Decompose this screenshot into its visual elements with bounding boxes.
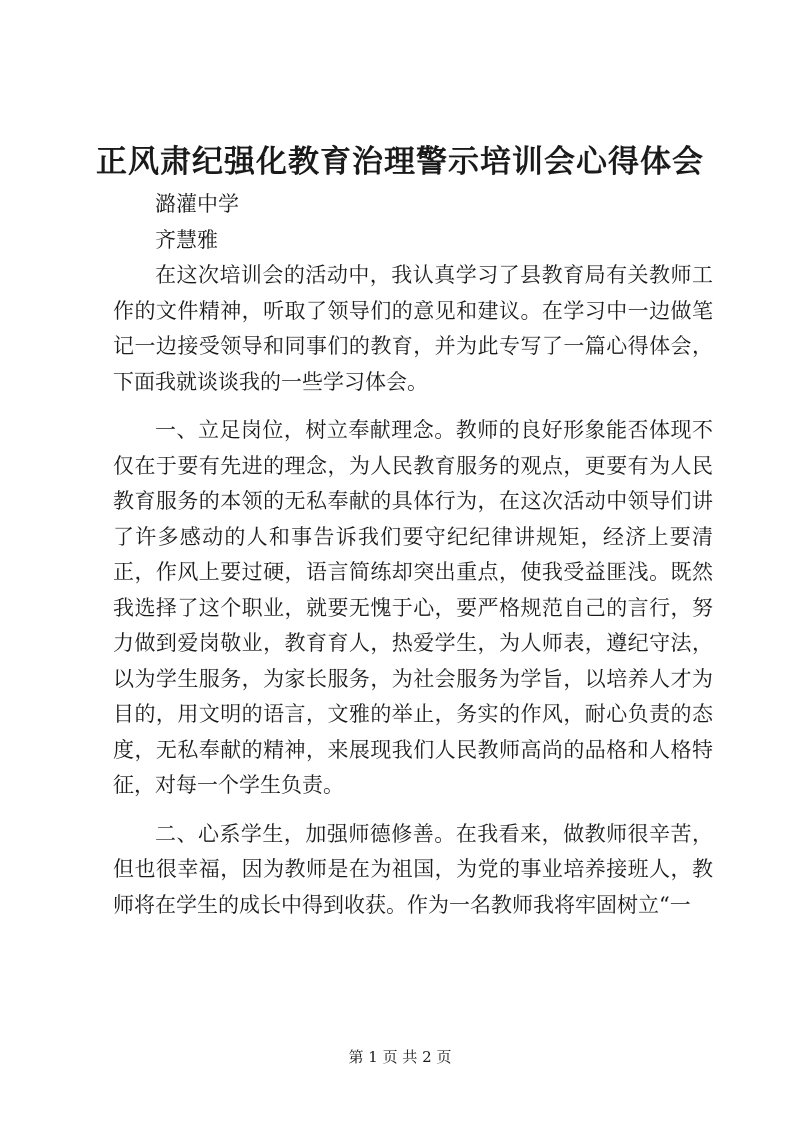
paragraph-section-one: 一、立足岗位，树立奉献理念。教师的良好形象能否体现不仅在于要有先进的理念，为人民教育服务的观点，更要有为人民教育服务的本领的无私奉献的具体行为，在这次活动中领导们讲了许多感动的人和事告诉我们要守纪纪律讲规矩，经济上要清正，作风上要过硬，语言简练却突出重点，使我受益匪浅。既然我选择了这个职业，就要无愧于心，要严格规范自己的言行，努力做到爱岗敬业，教育育人，热爱学生，为人师表，遵纪守法，以为学生服务，为家长服务，为社会服务为学旨，以培养人才为目的，用文明的语言，文雅的举止，务实的作风，耐心负责的态度，无私奉献的精神，来展现我们人民教师高尚的品格和人格特征，对每一个学生负责。 <box>113 418 713 797</box>
school-name: 潞灌中学 <box>155 192 239 216</box>
document-title: 正风肃纪强化教育治理警示培训会心得体会 <box>96 144 704 180</box>
paragraph-section-two: 二、心系学生，加强师德修善。在我看来，做教师很辛苦，但也很幸福，因为教师是在为祖国，为党的事业培养接班人，教师将在学生的成长中得到收获。作为一名教师我将牢固树立“一 <box>113 821 713 917</box>
document-body <box>113 187 713 923</box>
paragraph-intro: 在这次培训会的活动中，我认真学习了县教育局有关教师工作的文件精神，听取了领导们的意见和建议。在学习中一边做笔记一边接受领导和同事们的教育，并为此专写了一篇心得体会，下面我就谈谈我的一些学习体会。 <box>113 263 713 394</box>
page-number-footer: 第 1 页 共 2 页 <box>348 1048 452 1066</box>
author-name: 齐慧雅 <box>155 227 218 252</box>
